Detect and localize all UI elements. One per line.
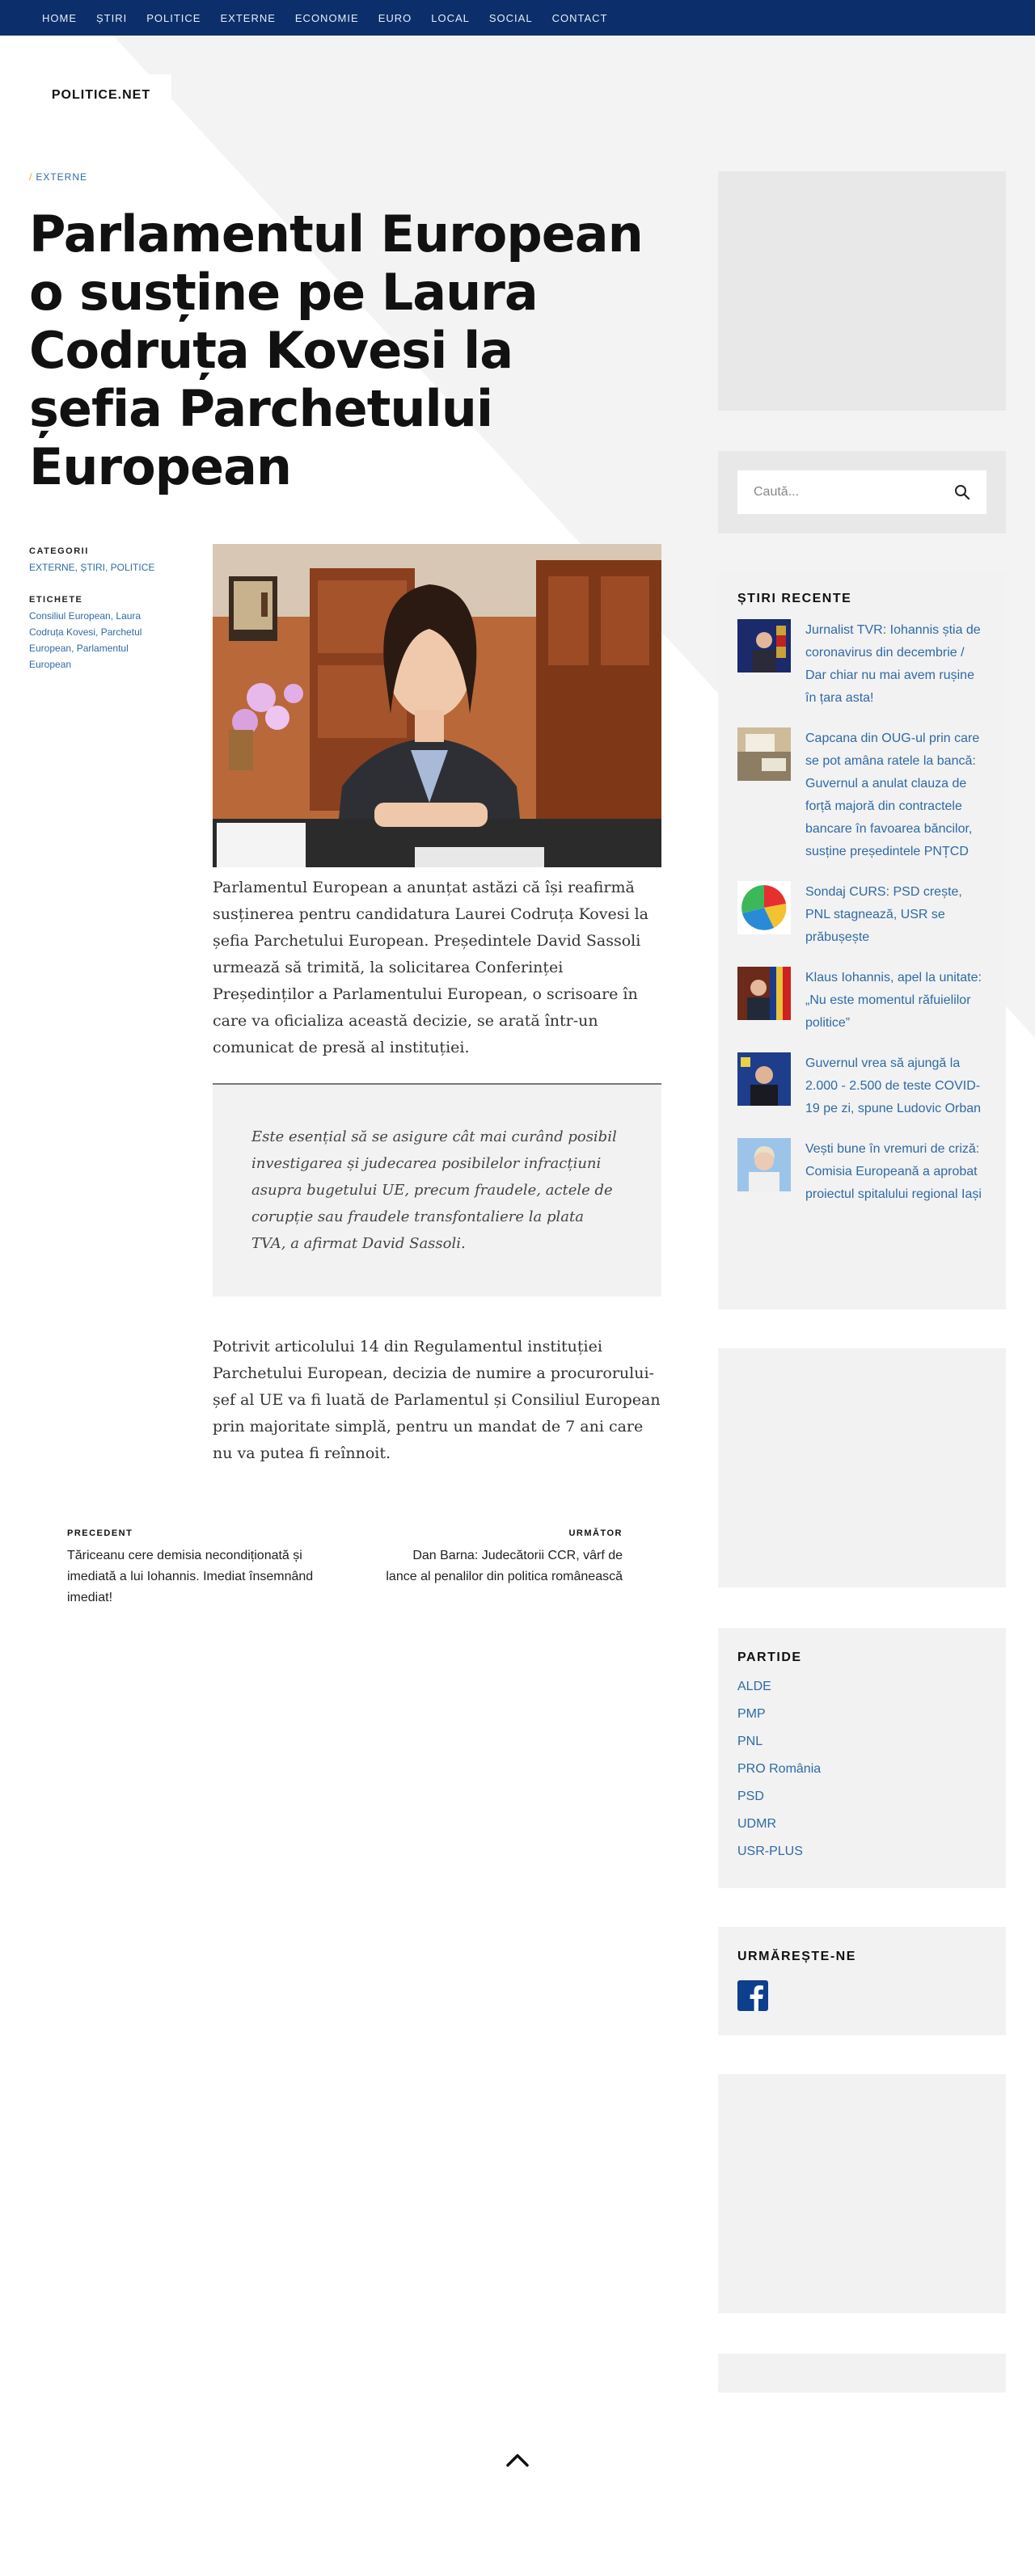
party-link-alde[interactable]: ALDE	[737, 1680, 771, 1693]
recent-link[interactable]: Klaus Iohannis, apel la unitate: „Nu este momentul răfuielilor politice”	[805, 971, 982, 1030]
nav-local[interactable]: LOCAL	[431, 11, 470, 24]
article-photo	[213, 544, 661, 867]
facebook-icon[interactable]	[737, 1980, 768, 2011]
next-label: URMĂTOR	[568, 1528, 623, 1538]
party-link-pnl[interactable]: PNL	[737, 1735, 763, 1748]
post-meta	[29, 546, 158, 672]
recent-item[interactable]	[737, 1138, 986, 1206]
recent-thumbnail[interactable]	[737, 1052, 791, 1106]
recent-link[interactable]: Capcana din OUG-ul prin care se pot amâna ratele la bancă: Guvernul a anulat clauza de forță majoră din contractele bancare în favoarea băncilor, susține președintele PNȚCD	[805, 731, 980, 858]
party-link-udmr[interactable]: UDMR	[737, 1817, 776, 1831]
scroll-to-top-icon[interactable]	[505, 2451, 530, 2470]
recent-link[interactable]: Vești bune în vremuri de criză: Comisia Europeană a aprobat proiectul spitalului regional Iași	[805, 1142, 982, 1201]
search-icon[interactable]	[954, 484, 970, 500]
article-paragraph-2: Potrivit articolului 14 din Regulamentul instituției Parchetului European, decizia de numire a procurorului-șef al UE va fi luată de Parlamentul și Consiliul European prin majoritate simplă, pentru un mandat de 7 ani care nu va putea fi reînnoit.	[213, 1338, 661, 1462]
parties-heading: PARTIDE	[737, 1651, 802, 1664]
nav-politice[interactable]: POLITICE	[146, 11, 201, 24]
tags-links[interactable]: Consiliul European, Laura Codruța Kovesi, Parchetul European, Parlamentul European	[29, 610, 142, 670]
recent-item[interactable]	[737, 727, 986, 863]
next-post-link[interactable]: Dan Barna: Judecătorii CCR, vârf de lance al penalilor din politica românească	[386, 1549, 623, 1583]
party-link-psd[interactable]: PSD	[737, 1790, 764, 1803]
previous-post[interactable]	[67, 1523, 326, 1608]
sidebar-ad-bottom	[718, 2074, 1006, 2313]
previous-label: PRECEDENT	[67, 1528, 133, 1538]
recent-thumbnail[interactable]	[737, 619, 791, 672]
recent-item[interactable]	[737, 967, 986, 1035]
recent-link[interactable]: Guvernul vrea să ajungă la 2.000 - 2.500 de teste COVID-19 pe zi, spune Ludovic Orban	[805, 1056, 982, 1115]
breadcrumb	[29, 171, 87, 183]
recent-item[interactable]	[737, 881, 986, 949]
recent-item[interactable]	[737, 1052, 986, 1120]
site-logo[interactable]: POLITICE.NET	[31, 74, 171, 116]
sidebar-parties	[718, 1628, 1006, 1888]
party-link-usr-plus[interactable]: USR-PLUS	[737, 1845, 803, 1858]
nav-home[interactable]: HOME	[42, 11, 77, 24]
sidebar-follow	[718, 1927, 1006, 2035]
nav-economie[interactable]: ECONOMIE	[294, 11, 359, 24]
article-paragraph-1: Parlamentul European a anunțat astăzi că își reafirmă susținerea pentru candidatura Laurei Codruța Kovesi la șefia Parchetului European. Președintele David Sassoli urmează să trimită, la solicitarea Conferinței Președinților a Parlamentului European, o scrisoare în care va oficializa această decizie, se arată într-un comunicat de presă al instituției.	[213, 879, 648, 1056]
recent-thumbnail[interactable]	[737, 727, 791, 781]
search-field[interactable]	[737, 470, 986, 514]
party-link-pmp[interactable]: PMP	[737, 1707, 766, 1721]
recent-news-heading: ȘTIRI RECENTE	[737, 592, 852, 605]
breadcrumb-separator: /	[29, 171, 33, 183]
next-post[interactable]	[380, 1523, 623, 1587]
article-quote	[213, 1083, 661, 1296]
sidebar-ad-strip	[718, 2354, 1006, 2393]
nav-contact[interactable]: CONTACT	[551, 11, 608, 24]
sidebar-recent-news	[718, 572, 1006, 1309]
nav-stiri[interactable]: ȘTIRI	[96, 11, 128, 24]
party-link-pro-romania[interactable]: PRO România	[737, 1762, 822, 1776]
sidebar-search-widget	[718, 451, 1006, 533]
main-navigation	[0, 0, 1035, 36]
page-title: Parlamentul European o susține pe Laura Codruța Kovesi la șefia Parchetului European	[29, 204, 643, 496]
categories-heading: CATEGORII	[29, 546, 89, 556]
nav-social[interactable]: SOCIAL	[488, 11, 533, 24]
recent-thumbnail[interactable]	[737, 967, 791, 1020]
breadcrumb-link-externe[interactable]: EXTERNE	[36, 171, 88, 183]
nav-euro[interactable]: EURO	[378, 11, 412, 24]
sidebar-ad-middle	[718, 1348, 1006, 1587]
search-input[interactable]: Caută...	[754, 485, 800, 499]
recent-thumbnail[interactable]	[737, 1138, 791, 1191]
recent-thumbnail[interactable]	[737, 881, 791, 934]
recent-link[interactable]: Sondaj CURS: PSD crește, PNL stagnează, USR se prăbușește	[805, 885, 962, 944]
nav-externe[interactable]: EXTERNE	[220, 11, 276, 24]
follow-heading: URMĂREȘTE-NE	[737, 1950, 856, 1963]
parties-list	[737, 1673, 986, 1866]
tags-heading: ETICHETE	[29, 595, 83, 605]
quote-text: Este esențial să se asigure cât mai curând posibil investigarea și judecarea posibilelor infracțiuni asupra bugetului UE, precum fraudele, actele de corupție sau fraudele transfontaliere la plata TVA, a afirmat David Sassoli.	[251, 1128, 617, 1252]
recent-link[interactable]: Jurnalist TVR: Iohannis știa de coronavirus din decembrie / Dar chiar nu mai avem rușine în țara asta!	[805, 623, 981, 705]
recent-item[interactable]	[737, 619, 986, 710]
categories-links[interactable]: EXTERNE, ȘTIRI, POLITICE	[29, 562, 155, 573]
previous-post-link[interactable]: Tăriceanu cere demisia necondiționată și imediată a lui Iohannis. Imediat însemnând imediat!	[67, 1549, 314, 1604]
sidebar-ad-top	[718, 171, 1006, 411]
